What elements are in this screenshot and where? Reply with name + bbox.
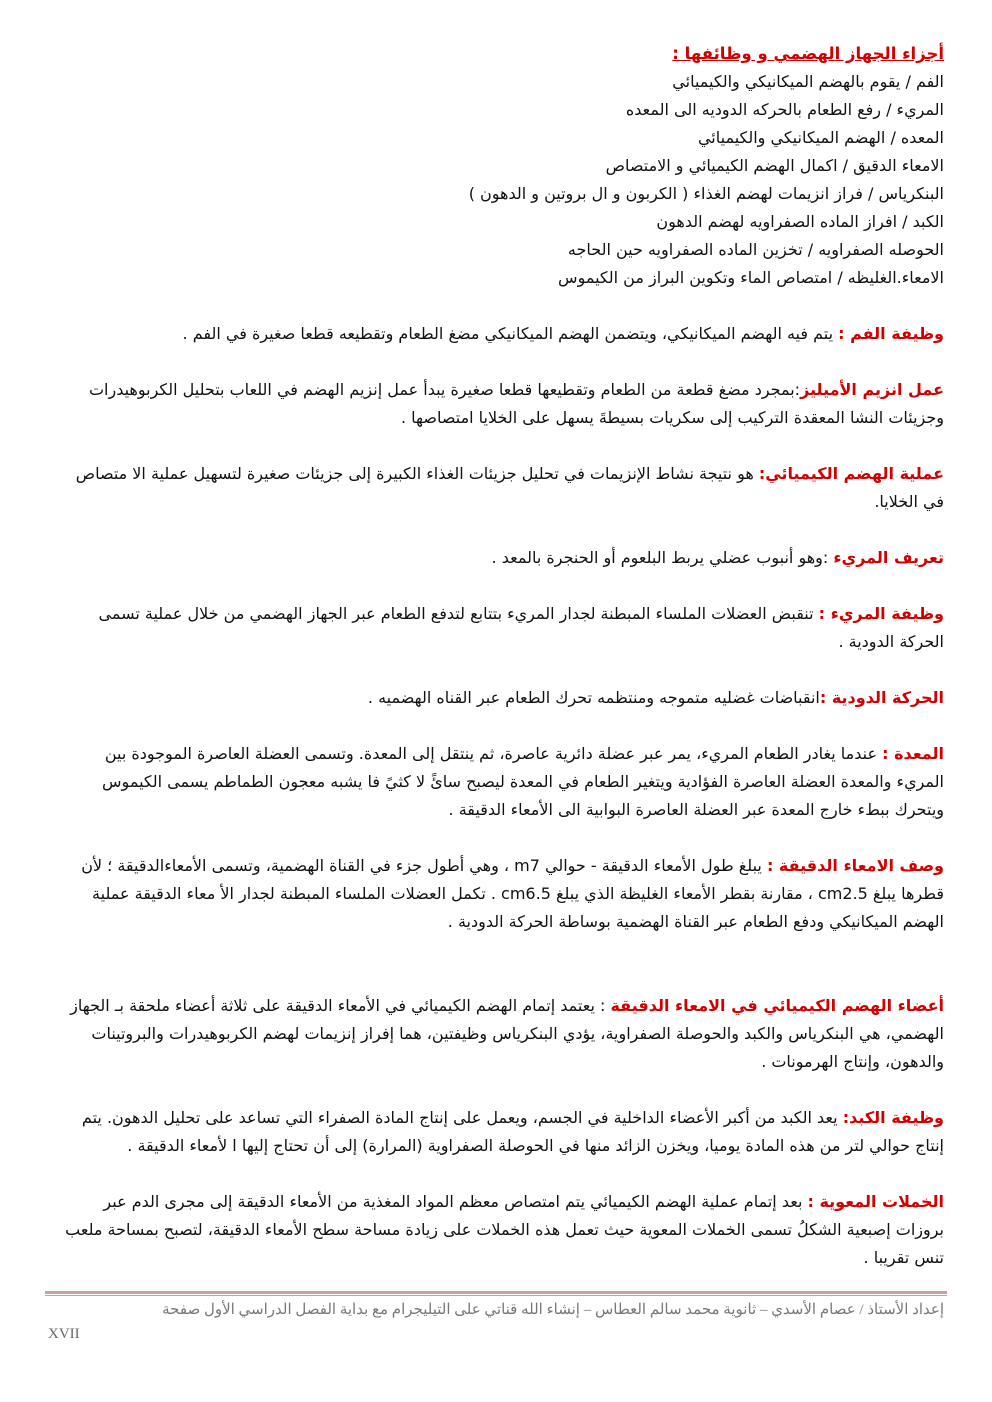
paragraph-term: عملية الهضم الكيميائي:: [758, 464, 944, 483]
footer-text: إعداد الأستاذ / عصام الأسدي – ثانوية محمد سالم العطاس – إنشاء الله قناتي على التيليجرام مع بداية الفصل الدراسي الأول صفحة: [162, 1302, 944, 1318]
paragraph-mouth-function: [55, 320, 944, 348]
list-item: الفم / يقوم بالهضم الميكانيكي والكيميائي: [672, 72, 944, 91]
paragraph-chemical-digestion: [55, 460, 944, 516]
paragraph-esophagus-definition: [55, 544, 944, 572]
page-number: XVII: [48, 1326, 80, 1342]
paragraph-term: أعضاء الهضم الكيميائي في الامعاء الدقيقة: [610, 996, 944, 1015]
paragraph-text: بعد إتمام عملية الهضم الكيميائي يتم امتصاص معظم المواد المغذية من الأمعاء الدقيقة إلى مجرى الدم عبر بروزات إصبعية الشكلُ تسمى الخملات المعوية حيث تعمل هذه الخملات على زيادة مساحة سطح الأمعاء الدقيقة، لتصبح بمساحة ملعب تنس تقريبا .: [65, 1192, 944, 1267]
list-item: المريء / رفع الطعام بالحركه الدوديه الى المعده: [625, 100, 944, 119]
footer-divider-thin: [45, 1295, 947, 1296]
footer-divider: [45, 1291, 947, 1294]
paragraph-term: تعريف المريء: [833, 548, 944, 567]
list-item: الامعاء الدقيق / اكمال الهضم الكيميائي و الامتصاص: [605, 156, 944, 175]
paragraph-accessory-organs: [55, 992, 944, 1076]
paragraph-term: وظيفة الكبد:: [842, 1108, 944, 1127]
list-item: الحوصله الصفراويه / تخزين الماده الصفراويه حين الحاجه: [567, 240, 944, 259]
paragraph-text: : يعتمد إتمام الهضم الكيميائي في الأمعاء الدقيقة على ثلاثة أعضاء ملحقة بـ الجهاز الهضمي، هي البنكرياس والكبد والحوصلة الصفراوية، يؤدي البنكرياس وظيفتين، هما إفراز إنزيمات لهضم الكربوهيدرات والبروتينات والدهون، وإنتاج الهرمونات .: [70, 996, 944, 1071]
paragraph-term: وظيفة الفم :: [838, 324, 944, 343]
page-footer: [48, 1298, 944, 1346]
document-page: [55, 40, 944, 1272]
paragraph-term: وظيفة المريء :: [818, 604, 944, 623]
paragraph-text: :وهو أنبوب عضلي يربط البلعوم أو الحنجرة بالمعد .: [491, 548, 834, 567]
paragraph-text: يعد الكبد من أكبر الأعضاء الداخلية في الجسم، ويعمل على إنتاج المادة الصفراء التي تساعد على تحليل الدهون. يتم إنتاج حوالي لتر من هذه المادة يوميا، ويخزن الزائد منها في الحوصلة الصفراوية (المرارة) إلى أن تحتاج إليها ا لأمعاء الدقيقة .: [81, 1108, 944, 1155]
paragraph-text: :بمجرد مضغ قطعة من الطعام وتقطيعها قطعا صغيرة يبدأ عمل إنزيم الهضم في اللعاب بتحليل الكربوهيدرات وجزيئات النشا المعقدة التركيب إلى سكريات بسيطةَ يسهل على الخلايا امتصاصها .: [88, 380, 944, 427]
list-item: الامعاء.الغليظه / امتصاص الماء وتكوين البراز من الكيموس: [558, 268, 944, 287]
section-title: أجزاء الجهاز الهضمي و وظائفها :: [672, 44, 944, 63]
paragraph-peristalsis: [55, 684, 944, 712]
paragraph-term: المعدة :: [882, 744, 944, 763]
paragraph-amylase: [55, 376, 944, 432]
list-item: البنكرياس / فراز انزيمات لهضم الغذاء ( الكربون و ال بروتين و الدهون ): [468, 184, 944, 203]
paragraph-text: يبلغ طول الأمعاء الدقيقة - حوالي m7 ، وهي أطول جزء في القناة الهضمية، وتسمى الأمعاءالدقيقة ؛ لأن قطرها يبلغ cm2.5 ، مقارنة بقطر الأمعاء الغليظة الذي يبلغ cm6.5 . تكمل العضلات الملساء المبطنة لجدار الأ معاء الدقيقة عملية الهضم الميكانيكي ودفع الطعام عبر القناة الهضمية بوساطة الحركة الدودية .: [81, 856, 944, 931]
paragraph-text: يتم فيه الهضم الميكانيكي، ويتضمن الهضم الميكانيكي مضغ الطعام وتقطيعه قطعا صغيرة في الفم .: [182, 324, 839, 343]
paragraph-villi: [55, 1188, 944, 1272]
paragraph-term: الخملات المعوية :: [807, 1192, 944, 1211]
paragraph-term: وصف الامعاء الدقيقة :: [766, 856, 944, 875]
paragraph-stomach: [55, 740, 944, 824]
paragraph-text: هو نتيجة نشاط الإنزيمات في تحليل جزيئات الغذاء الكبيرة إلى جزيئات صغيرة لتسهيل عملية الا متصاص في الخلايا.: [75, 464, 944, 511]
paragraph-liver-function: [55, 1104, 944, 1160]
parts-list: [55, 68, 944, 292]
paragraph-term: عمل انزيم الأميليز: [800, 380, 944, 399]
paragraph-small-intestine: [55, 852, 944, 936]
paragraph-text: عندما يغادر الطعام المريء، يمر عبر عضلة دائرية عاصرة، ثم ينتقل إلى المعدة. وتسمى العضلة العاصرة الموجودة بين المريء والمعدة العضلة العاصرة الفؤادية ويتغير الطعام في المعدة ليصبح سائً لا كثيً فا يشبه معجون الطماطم يسمى الكيموس ويتحرك ببطء خارج المعدة عبر العضلة العاصرة البوابية الى الأمعاء الدقيقة .: [102, 744, 944, 819]
list-item: الكبد / افراز الماده الصفراويه لهضم الدهون: [656, 212, 944, 231]
list-item: المعده / الهضم الميكانيكي والكيميائي: [697, 128, 944, 147]
paragraph-esophagus-function: [55, 600, 944, 656]
paragraph-text: تنقبض العضلات الملساء المبطنة لجدار المريء بتتابع لتدفع الطعام عبر الجهاز الهضمي من خلال عملية تسمى الحركة الدودية .: [98, 604, 944, 651]
paragraph-term: الحركة الدودية :: [819, 688, 944, 707]
paragraph-text: انقباضات غضليه متموجه ومنتظمه تحرك الطعام عبر القناه الهضميه .: [367, 688, 820, 707]
